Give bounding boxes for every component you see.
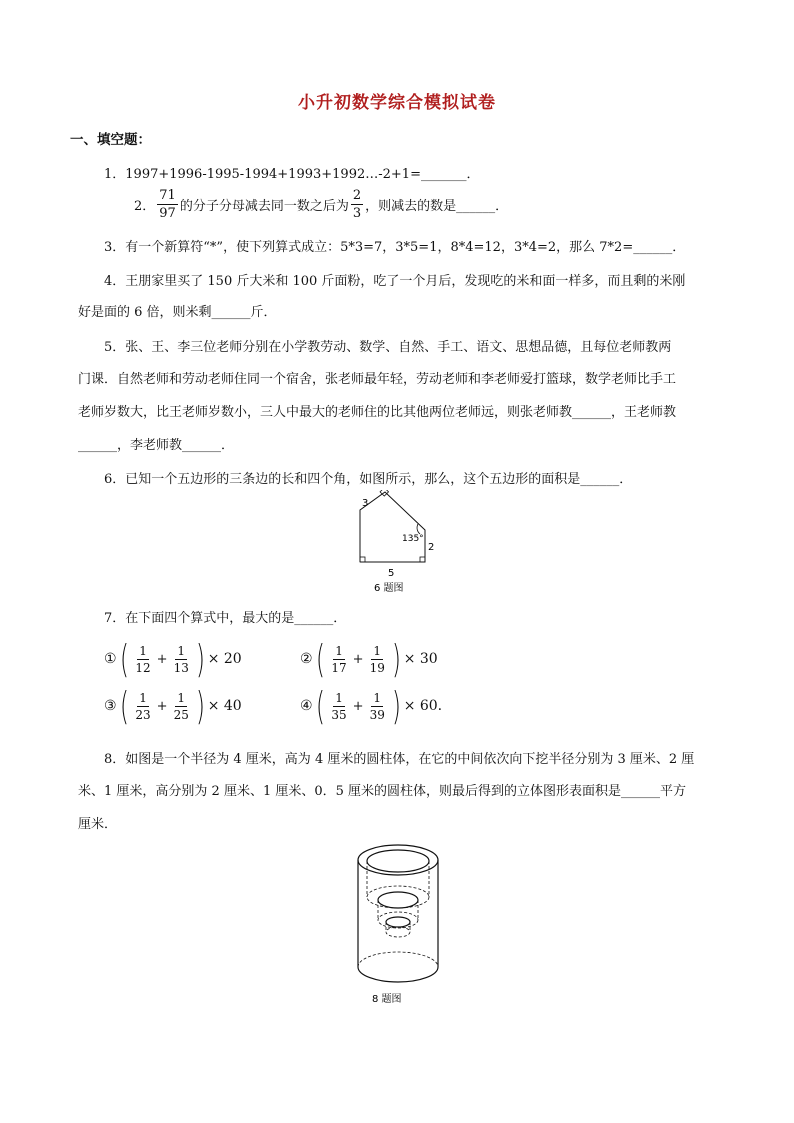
option-2-fraction-a — [329, 644, 348, 675]
fig8-caption: 8 题图 — [372, 994, 402, 1005]
cut3-top — [386, 917, 410, 927]
q7-option-1 — [104, 637, 242, 681]
numerator: 1 — [335, 643, 343, 658]
q2-frac2-denominator: 3 — [352, 206, 362, 221]
question-8-line-1: 8．如图是一个半径为 4 厘米，高为 4 厘米的圆柱体，在它的中间依次向下挖半径分别为 3 厘米、2 厘 — [104, 752, 695, 767]
q7-option-2 — [300, 637, 438, 681]
denominator: 12 — [135, 660, 151, 675]
right-angle-mark-right — [420, 557, 425, 562]
option-2-multiplier: × 30 — [403, 651, 438, 667]
denominator: 23 — [135, 707, 151, 722]
fig6-label-3: 3 — [362, 498, 369, 509]
option-4-fraction-b — [368, 691, 387, 722]
plus-sign: + — [352, 651, 364, 667]
q2-end-text: ，则减去的数是______． — [365, 199, 509, 214]
option-4-multiplier: × 60. — [403, 698, 443, 714]
numerator: 1 — [177, 690, 186, 705]
cut2-top — [378, 892, 418, 908]
question-2 — [104, 188, 508, 221]
section-heading: 一、填空题： — [70, 132, 151, 148]
q2-number: 2． — [134, 199, 156, 214]
question-5-line-4: ______，李老师教______． — [78, 438, 235, 453]
question-4-line-2: 好是面的 6 倍，则米剩______斤． — [78, 305, 277, 320]
right-paren: ) — [195, 637, 205, 681]
q2-frac1-denominator: 97 — [159, 206, 176, 221]
question-8-line-3: 厘米． — [78, 817, 118, 832]
question-5-line-1: 5．张、王、李三位老师分别在小学教劳动、数学、自然、手工、语文、思想品德，且每位老师教两 — [104, 340, 672, 355]
q2-frac2-numerator: 2 — [352, 188, 362, 203]
plus-sign: + — [156, 698, 168, 714]
numerator: 1 — [139, 690, 147, 705]
cut3-bottom — [386, 927, 410, 937]
page-title: 小升初数学综合模拟试卷 — [298, 93, 496, 113]
numerator: 1 — [139, 643, 147, 658]
denominator: 35 — [331, 707, 347, 722]
question-1: 1．1997+1996-1995-1994+1993+1992…-2+1=_______． — [104, 167, 480, 182]
option-1-fraction-a — [133, 644, 152, 675]
q2-fraction-1 — [157, 188, 178, 221]
plus-sign: + — [352, 698, 364, 714]
left-paren: ( — [119, 684, 129, 728]
left-paren: ( — [119, 637, 129, 681]
right-paren: ) — [195, 684, 205, 728]
denominator: 19 — [369, 660, 385, 675]
denominator: 13 — [173, 660, 189, 675]
option-4-fraction-a — [329, 691, 348, 722]
option-2-fraction-b — [368, 644, 387, 675]
outer-bottom-back — [358, 952, 438, 967]
option-1-multiplier: × 20 — [207, 651, 242, 667]
option-4-mark: ④ — [300, 698, 313, 714]
numerator: 1 — [373, 643, 382, 658]
q2-middle-text: 的分子分母减去同一数之后为 — [179, 199, 349, 214]
fig6-caption: 6 题图 — [374, 583, 404, 594]
question-5-line-2: 门课．自然老师和劳动老师住同一个宿舍，张老师最年轻，劳动老师和李老师爱打篮球，数学老师比手工 — [78, 372, 677, 387]
option-2-mark: ② — [300, 651, 313, 667]
denominator: 39 — [369, 707, 385, 722]
option-3-mark: ③ — [104, 698, 117, 714]
inner-top-ellipse — [367, 850, 429, 872]
question-7: 7．在下面四个算式中，最大的是______． — [104, 611, 347, 626]
figure-6-pentagon — [340, 490, 450, 600]
right-angle-mark-left — [360, 557, 365, 562]
figure-8-cylinder — [348, 840, 448, 1010]
left-paren: ( — [315, 684, 325, 728]
fig6-label-135: 135° — [402, 534, 424, 544]
q2-frac1-numerator: 71 — [159, 188, 176, 203]
question-8-line-2: 米、1 厘米，高分别为 2 厘米、1 厘米、0．5 厘米的圆柱体，则最后得到的立体图形表面积是______平方 — [78, 784, 687, 799]
question-3: 3．有一个新算符“*”，使下列算式成立：5*3=7，3*5=1，8*4=12，3*4=2，那么 7*2=______． — [104, 240, 686, 255]
left-paren: ( — [315, 637, 325, 681]
fig6-label-5: 5 — [388, 568, 395, 579]
option-1-mark: ① — [104, 651, 117, 667]
fig6-label-2: 2 — [428, 542, 435, 553]
pentagon-outline — [360, 492, 425, 562]
question-5-line-3: 老师岁数大，比王老师岁数小，三人中最大的老师住的比其他两位老师远，则张老师教______，王老师教 — [78, 405, 677, 420]
option-3-multiplier: × 40 — [207, 698, 242, 714]
right-paren: ) — [391, 637, 401, 681]
q2-fraction-2 — [351, 188, 363, 221]
cut2-bottom — [378, 912, 418, 928]
right-paren: ) — [391, 684, 401, 728]
question-6: 6．已知一个五边形的三条边的长和四个角，如图所示，那么，这个五边形的面积是______． — [104, 472, 633, 487]
option-3-fraction-a — [133, 691, 152, 722]
plus-sign: + — [156, 651, 168, 667]
q7-option-4 — [300, 684, 443, 728]
numerator: 1 — [373, 690, 382, 705]
option-3-fraction-b — [172, 691, 191, 722]
question-4-line-1: 4．王朋家里买了 150 斤大米和 100 斤面粉，吃了一个月后，发现吃的米和面一样多，而且剩的米刚 — [104, 274, 686, 289]
denominator: 25 — [173, 707, 189, 722]
cut1-bottom — [367, 886, 429, 908]
denominator: 17 — [331, 660, 347, 675]
q7-option-3 — [104, 684, 242, 728]
option-1-fraction-b — [172, 644, 191, 675]
numerator: 1 — [177, 643, 186, 658]
numerator: 1 — [335, 690, 343, 705]
outer-bottom-front — [358, 967, 438, 982]
